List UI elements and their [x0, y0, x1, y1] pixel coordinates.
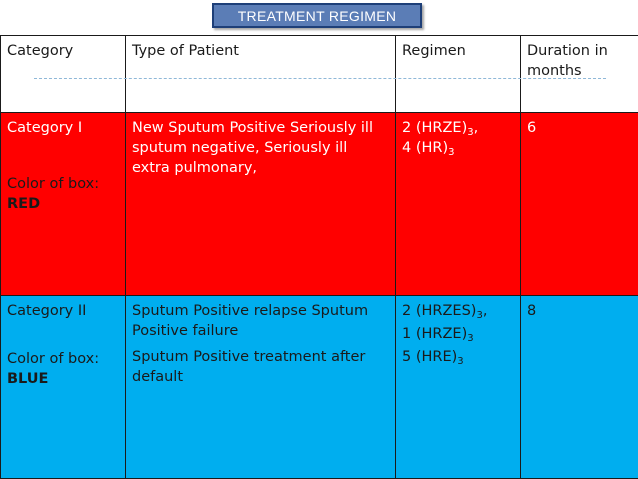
regimen-line: 2 $(HRZE)_3$,	[402, 118, 514, 138]
regimen-line: 1 $(HRZE)_3$	[402, 324, 514, 344]
slide-title: TREATMENT REGIMEN	[212, 3, 422, 28]
category-name: Category I	[7, 118, 119, 138]
regimen-line: 4 $(HR)_3$	[402, 138, 514, 158]
category-cell	[1, 113, 126, 296]
regimen-line: 2 $(HRZES)_3$,	[402, 301, 514, 321]
color-value: RED	[7, 196, 40, 212]
duration-cell: 6	[521, 113, 638, 296]
header-regimen: Regimen	[396, 36, 521, 113]
type-of-patient-cell	[126, 296, 396, 479]
regimen-cell	[396, 296, 521, 479]
header-type-of-patient: Type of Patient	[126, 36, 396, 113]
table-header-row	[1, 36, 638, 113]
table-row	[1, 113, 638, 296]
color-label: Color of box:	[7, 174, 119, 194]
category-name: Category II	[7, 301, 119, 321]
header-dotted-divider	[34, 78, 606, 79]
type-of-patient-cell	[126, 113, 396, 296]
type-of-patient-text: Sputum Positive relapse Sputum Positive failure	[132, 301, 389, 341]
color-label: Color of box:	[7, 349, 119, 369]
regimen-table	[0, 35, 638, 479]
regimen-cell	[396, 113, 521, 296]
table-row	[1, 296, 638, 479]
header-category: Category	[1, 36, 126, 113]
color-value: BLUE	[7, 371, 48, 387]
header-duration: Duration in months	[521, 36, 638, 113]
duration-cell: 8	[521, 296, 638, 479]
category-cell	[1, 296, 126, 479]
regimen-line: 5 $(HRE)_3$	[402, 347, 514, 367]
type-of-patient-text: Sputum Positive treatment after default	[132, 347, 389, 387]
type-of-patient-text: New Sputum Positive Seriously ill sputum negative, Seriously ill extra pulmonary,	[132, 118, 389, 178]
